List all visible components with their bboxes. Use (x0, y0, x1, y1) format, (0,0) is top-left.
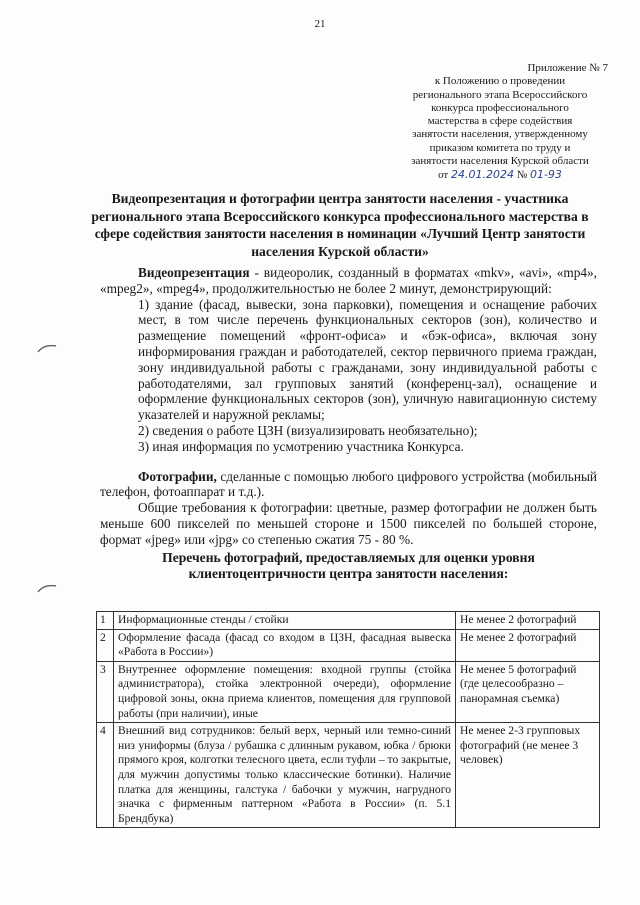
photos-requirements: Общие требования к фотографии: цветные, размер фотографии не должен быть меньше 600 пикселей по меньшей стороне и 1500 пикселей по большей стороне, формат «jpeg» или «jpg» со степенью сжатия 75 - 80 %. (100, 500, 597, 547)
row-number: 3 (97, 661, 114, 722)
appendix-line-6: занятости населения, утвержденному (412, 128, 588, 141)
table-title: Перечень фотографий, предоставляемых для оценки уровня клиентоцентричности центра занятости населения: (162, 549, 535, 581)
handwritten-number: 01-93 (529, 168, 562, 182)
row-number: 4 (97, 723, 114, 828)
document-body (100, 265, 597, 582)
row-number: 2 (97, 629, 114, 661)
row-description: Внутреннее оформление помещения: входной группы (стойка администратора), стойка электронной очереди), оформление цифровой зоны, окна приема клиентов, помещения для групповой работы (при наличии), иные (114, 661, 456, 722)
appendix-line-5: мастерства в сфере содействия (427, 115, 573, 128)
video-item-2 (100, 423, 597, 439)
table-row (97, 629, 600, 661)
row-description: Информационные стенды / стойки (114, 612, 456, 630)
appendix-line-7: приказом комитета по труду и (429, 141, 571, 154)
number-label: № (516, 169, 528, 182)
photo-requirements-table (96, 611, 600, 828)
video-label: Видеопрезентация (138, 265, 250, 280)
from-label: от (438, 169, 449, 182)
binder-hole-mark-icon (36, 343, 58, 353)
row-requirement: Не менее 5 фотографий (где целесообразно – панорамная съемка) (456, 661, 600, 722)
video-intro: - видеоролик, созданный в форматах «mkv», «avi», «mp4», «mpeg2», «mpeg4», продолжительностью не более 2 минут, демонстрирующий: (100, 265, 597, 296)
photos-intro: сделанные с помощью любого цифрового устройства (мобильный телефон, фотоаппарат и т.д.). (100, 468, 597, 500)
row-requirement: Не менее 2-3 групповых фотографий (не менее 3 человек) (456, 723, 600, 828)
row-description: Оформление фасада (фасад со входом в ЦЗН, фасадная вывеска «Работа в России») (114, 629, 456, 661)
binder-hole-mark-icon (36, 583, 58, 593)
appendix-line-3: регионального этапа Всероссийского (412, 88, 588, 101)
document-title: Видеопрезентация и фотографии центра занятости населения - участника регионального этапа Всероссийского конкурса профессионального мастерства в сфере содействия занятости населения в номинации «Лучший Центр занятости населения Курской области» (91, 191, 589, 259)
row-number: 1 (97, 612, 114, 630)
row-requirement: Не менее 2 фотографий (456, 629, 600, 661)
table-row (97, 612, 600, 630)
video-item-1-text: 1) здание (фасад, вывески, зона парковки), помещения и оснащение рабочих мест, в том числе перечень функциональных секторов (зон), количество и размещение помещений «фронт-офиса» и «бэк-офиса», включая зону информирования граждан и работодателей, сектор первичного приема граждан, зону индивидуальной работы с гражданами, зону индивидуальной работы с работодателями, зал групповых занятий (конференц-зал), оснащение и оформление функциональных секторов (зон), уличную навигационную систему указателей и наружной рекламы; (138, 296, 597, 423)
handwritten-date: 24.01.2024 (450, 168, 514, 182)
appendix-line-4: конкурса профессионального (431, 101, 569, 114)
video-paragraph (100, 265, 597, 297)
order-date-number-row (392, 168, 608, 182)
photos-label: Фотографии, (138, 468, 217, 484)
video-item-3-text: 3) иная информация по усмотрению участника Конкурса. (138, 438, 464, 454)
table-row (97, 723, 600, 828)
page-number: 21 (314, 18, 326, 30)
row-description: Внешний вид сотрудников: белый верх, черный или темно-синий низ униформы (блуза / рубашка с длинным рукавом, юбка / брюки прямого кроя, колготки телесного цвета, если туфли – то закрытые, для мужчин допустимы только классические ботинки). Наличие платка для женщины, галстука / бабочки у мужчин, нагрудного значка с фирменным паттерном «Работа в России» (п. 5.1 Брендбука) (114, 723, 456, 828)
appendix-block (392, 62, 608, 183)
video-item-3 (100, 439, 597, 455)
table-row (97, 661, 600, 722)
appendix-line-2: к Положению о проведении (434, 75, 566, 88)
photos-paragraph (100, 469, 597, 501)
appendix-line-8: занятости населения Курской области (411, 155, 589, 168)
video-item-2-text: 2) сведения о работе ЦЗН (визуализировать необязательно); (138, 422, 478, 438)
row-requirement: Не менее 2 фотографий (456, 612, 600, 630)
appendix-line-1: Приложение № 7 (527, 62, 608, 74)
video-item-1 (100, 297, 597, 423)
